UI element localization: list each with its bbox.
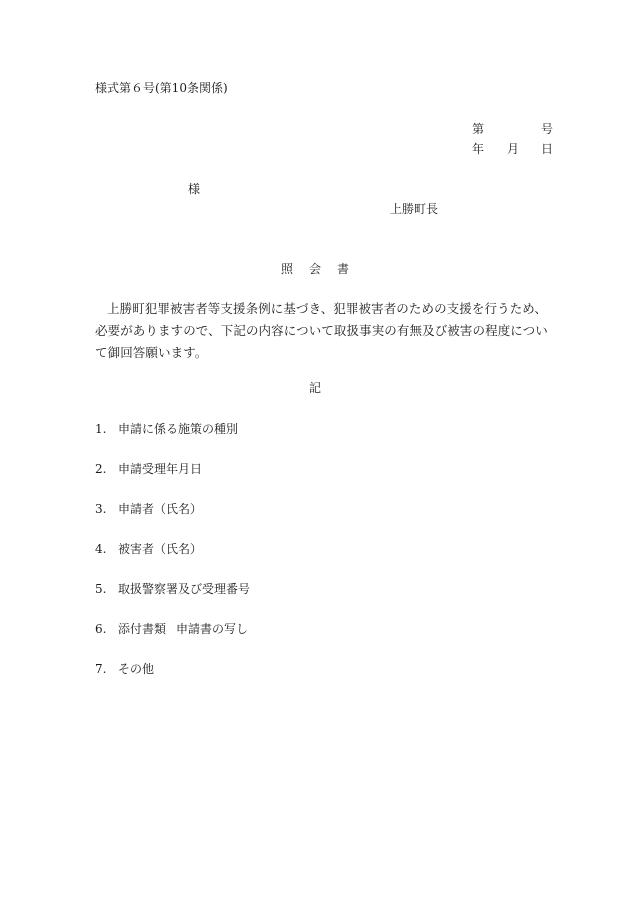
list-item (95, 623, 248, 635)
item-label: 申請に係る施策の種別 (118, 422, 239, 436)
list-item (95, 463, 202, 475)
date-month: 月 (507, 142, 520, 156)
item-label: その他 (118, 662, 155, 676)
list-item (95, 503, 202, 515)
ki-heading: 記 (308, 381, 321, 395)
item-number: 6. (95, 622, 107, 636)
list-item (95, 423, 238, 435)
item-number: 2. (95, 462, 107, 476)
sender: 上勝町長 (390, 202, 439, 216)
title-char-1: 照 (280, 262, 293, 276)
list-item (95, 663, 154, 675)
title-char-2: 会 (308, 262, 321, 276)
item-number: 4. (95, 542, 107, 556)
document-number-suffix: 号 (541, 122, 554, 136)
item-label: 被害者（氏名） (118, 542, 203, 556)
item-number: 3. (95, 502, 107, 516)
title-char-3: 書 (337, 262, 350, 276)
body-paragraph: 上勝町犯罪被害者等支援条例に基づき、犯罪被害者のための支援を行うため、必要がありますので、下記の内容について取扱事実の有無及び被害の程度について御回答願います。 (95, 301, 548, 360)
form-number: 様式第６号(第10条関係) (95, 81, 228, 95)
item-number: 5. (95, 582, 107, 596)
item-number: 1. (95, 422, 107, 436)
item-value: 申請書の写し (176, 622, 249, 636)
list-item (95, 583, 250, 595)
item-label: 取扱警察署及び受理番号 (118, 582, 251, 596)
list-item (95, 543, 202, 555)
document-number-prefix: 第 (472, 122, 485, 136)
item-label: 添付書類 (118, 622, 167, 636)
date-year: 年 (472, 142, 485, 156)
addressee: 様 (188, 182, 201, 196)
item-number: 7. (95, 662, 107, 676)
item-label: 申請受理年月日 (118, 462, 203, 476)
date-day: 日 (541, 142, 554, 156)
document-title (0, 263, 630, 275)
item-label: 申請者（氏名） (118, 502, 203, 516)
